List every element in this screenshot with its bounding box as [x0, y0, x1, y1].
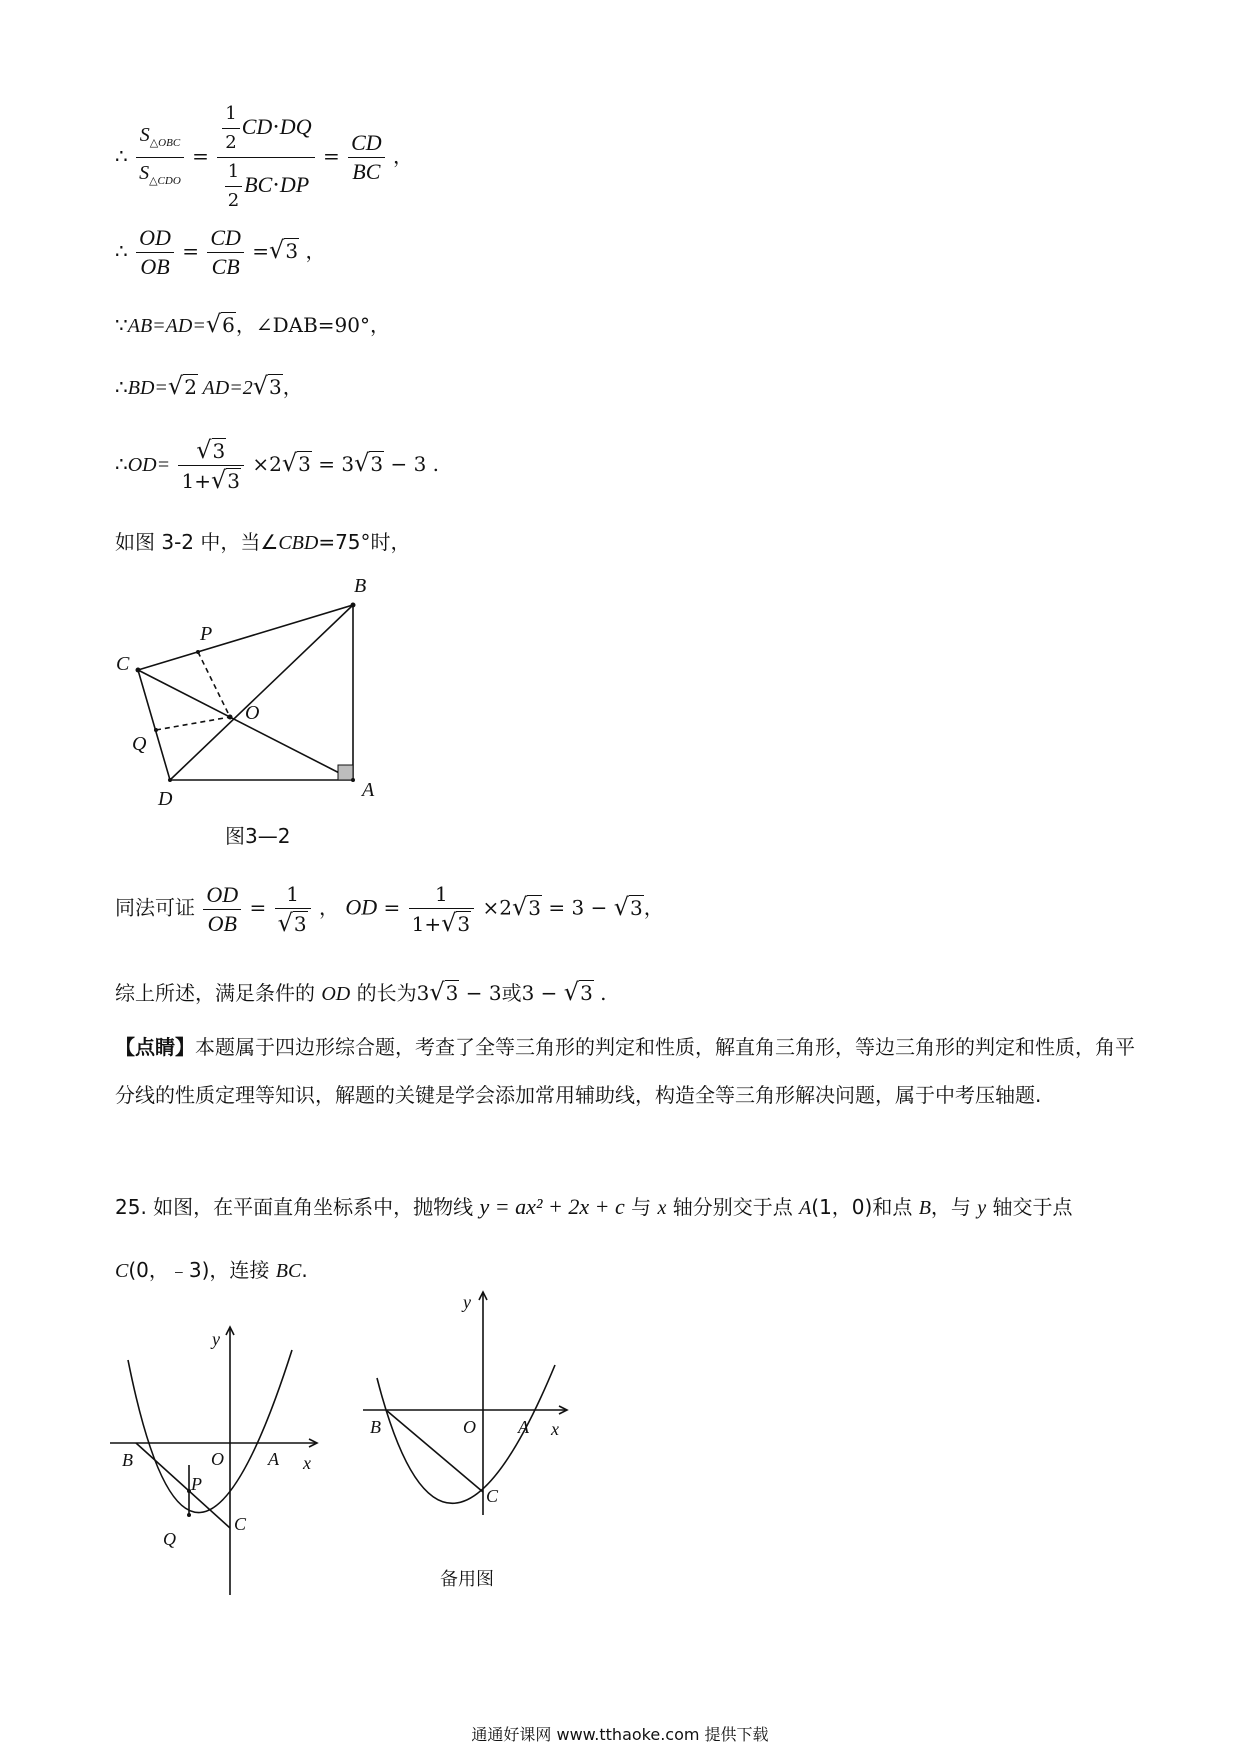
quadrilateral-abcd [138, 605, 353, 780]
label-b: B [354, 575, 367, 597]
perpendicular-op [198, 652, 230, 717]
diagonal-bd [170, 605, 353, 780]
figure-parabola-main [105, 1315, 335, 1600]
label-c: C [486, 1486, 499, 1506]
step-given-ab-ad: ∵AB=AD=√6，∠DAB=90°， [115, 310, 390, 338]
figure-backup-caption: 备用图 [440, 1569, 494, 1590]
area-fraction: $\frac{S_{\triangle OBC}}{S_{\triangle CDO}}$ [136, 120, 184, 195]
label-d: D [158, 788, 173, 810]
label-x: x [551, 1419, 559, 1439]
step-summary: 综上所述，满足条件的 OD 的长为3√3 − 3或3 − √3 . [115, 978, 607, 1006]
cd-over-bc-fraction: $\frac{CD}{BC}$ [348, 129, 385, 186]
key-point-label: 【点睛】 [115, 1035, 195, 1059]
key-point-text: 本题属于四边形综合题，考查了全等三角形的判定和性质，解直角三角形，等边三角形的判定和性质，角平分线的性质定理等知识，解题的关键是学会添加常用辅助线，构造全等三角形解决问题，属于中考压轴题. [115, 1035, 1135, 1107]
label-c: C [116, 653, 130, 675]
label-o: O [463, 1417, 476, 1437]
label-p: P [191, 1474, 202, 1494]
step-bd-length: ∴BD=√2 AD=2√3， [115, 372, 303, 400]
label-o: O [245, 702, 260, 724]
diagonal-ca [138, 670, 353, 780]
parabola-curve [128, 1350, 292, 1513]
step-case-75: 如图 3-2 中，当∠CBD=75°时， [115, 530, 411, 554]
step-area-ratio: ∴ $\frac{S_{\triangle OBC}}{S_{\triangle CDO}}$ = $\frac{1}{2}$ CD⋅DQ $\frac{1}{2}$ BC⋅DP = $\frac{CD}{BC}$ ， [115, 100, 413, 215]
sqrt-3: √3 [269, 236, 299, 264]
label-b: B [370, 1417, 381, 1437]
step-od-result-1: ∴OD= $\frac{√3}{1+√3}$ ×2√3 = 3√3 − 3 . [115, 436, 440, 494]
label-a: A [362, 779, 375, 801]
step-od-ob-ratio: ∴ $\frac{OD}{OB}$ = $\frac{CD}{CB}$ =√3 ， [115, 225, 326, 279]
figure-parabola-backup [355, 1280, 580, 1520]
figure-3-2 [110, 570, 410, 820]
page-footer: 通通好课网 www.tthaoke.com 提供下载 [471, 1725, 769, 1744]
step-similar-proof: 同法可证 $\frac{OD}{OB}$ = $\frac{1}{√3}$ ， OD = $\frac{1}{1+√3}$ ×2√3 = 3 − √3， [115, 881, 664, 937]
parabola-equation: y = ax² + 2x + c [479, 1194, 625, 1219]
label-c: C [234, 1514, 247, 1534]
problem-25: 25. 如图，在平面直角坐标系中，抛物线 y = ax² + 2x + c 与 x 轴分别交于点 A(1，0)和点 B，与 y 轴交于点 C(0，﹣3)，连接 BC. [115, 1194, 1073, 1282]
label-o: O [211, 1449, 224, 1469]
figure-3-2-caption: 图3—2 [225, 824, 291, 848]
half-product-fraction: $\frac{1}{2}$ CD⋅DQ $\frac{1}{2}$ BC⋅DP [217, 100, 314, 215]
key-point-paragraph [115, 1023, 1135, 1119]
right-angle-mark [338, 765, 353, 780]
therefore-symbol: ∴ [115, 144, 128, 168]
label-y: y [463, 1292, 471, 1312]
label-a: A [518, 1417, 529, 1437]
label-b: B [122, 1450, 133, 1470]
label-p: P [200, 623, 213, 645]
label-a: A [268, 1449, 279, 1469]
perpendicular-oq [156, 717, 230, 730]
label-q: Q [163, 1529, 176, 1549]
label-y: y [212, 1329, 220, 1349]
label-q: Q [132, 733, 147, 755]
label-x: x [303, 1453, 311, 1473]
